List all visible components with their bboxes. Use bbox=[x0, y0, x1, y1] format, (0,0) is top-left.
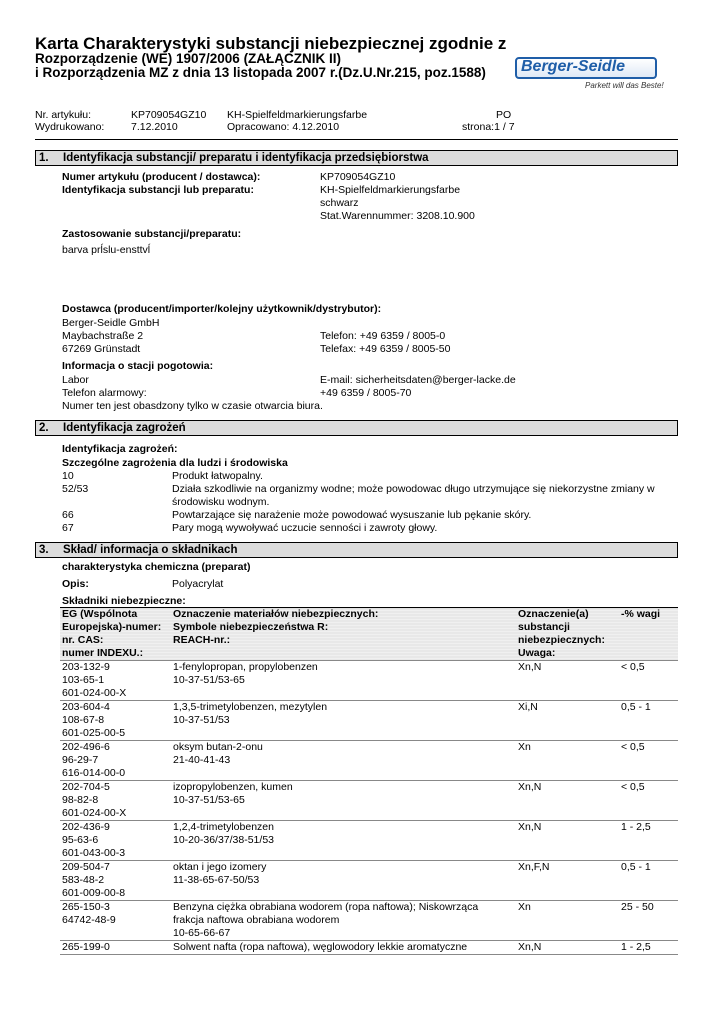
article-value: KP709054GZ10 bbox=[131, 109, 207, 121]
cell-percent-line: 25 - 50 bbox=[621, 901, 654, 913]
cell-symbols-line: Xn,N bbox=[518, 821, 542, 833]
cell-ids-line: 583-48-2 bbox=[62, 874, 105, 886]
emergency-label: Informacja o stacji pogotowia: bbox=[62, 360, 214, 372]
cell-percent bbox=[619, 861, 678, 901]
header-name-line: REACH-nr.: bbox=[173, 634, 231, 646]
article-number-label: Numer artykułu (producent / dostawca): bbox=[62, 171, 261, 183]
cell-percent bbox=[619, 661, 678, 701]
table-row bbox=[60, 661, 678, 701]
cell-name bbox=[171, 661, 516, 701]
chemical-characteristic-label: charakterystyka chemiczna (preparat) bbox=[62, 561, 251, 573]
cell-symbols-line: Xn bbox=[518, 901, 531, 913]
cell-name-line: izopropylobenzen, kumen bbox=[173, 781, 293, 793]
cell-symbols bbox=[516, 941, 619, 955]
regulation-line-1: Rozporządzenie (WE) 1907/2006 (ZAŁĄCZNIK II) bbox=[35, 51, 342, 66]
header-percent bbox=[619, 608, 678, 661]
cell-name-line: frakcja naftowa obrabiana wodorem bbox=[173, 914, 340, 926]
cell-ids-line: 96-29-7 bbox=[62, 754, 99, 766]
supplier-email: E-mail: sicherheitsdaten@berger-lacke.de bbox=[320, 374, 516, 386]
table-row bbox=[60, 901, 678, 941]
section-3-header bbox=[35, 542, 678, 558]
cell-name-line: 1,2,4-trimetylobenzen bbox=[173, 821, 274, 833]
cell-symbols-line: Xn,N bbox=[518, 941, 542, 953]
cell-percent bbox=[619, 741, 678, 781]
cell-name-line: 10-37-51/53-65 bbox=[173, 794, 245, 806]
cell-percent-line: < 0,5 bbox=[621, 741, 645, 753]
components-table bbox=[60, 607, 678, 955]
logo-tagline: Parkett will das Beste! bbox=[585, 81, 664, 90]
page-number: strona:1 / 7 bbox=[462, 121, 515, 133]
cell-ids bbox=[60, 701, 171, 741]
cell-percent bbox=[619, 821, 678, 861]
cell-percent-line: 1 - 2,5 bbox=[621, 821, 651, 833]
cell-symbols bbox=[516, 901, 619, 941]
header-symbols-line: Uwaga: bbox=[518, 647, 556, 659]
cell-symbols bbox=[516, 861, 619, 901]
alarm-phone-label: Telefon alarmowy: bbox=[62, 387, 147, 399]
cell-symbols-line: Xi,N bbox=[518, 701, 538, 713]
cell-ids-line: 203-132-9 bbox=[62, 661, 110, 673]
risk-text: Powtarzające się narażenie może powodować wysuszanie lub pękanie skóry. bbox=[172, 509, 532, 521]
cell-symbols-line: Xn bbox=[518, 741, 531, 753]
cell-ids-line: 265-199-0 bbox=[62, 941, 110, 953]
cell-percent-line: 1 - 2,5 bbox=[621, 941, 651, 953]
cell-symbols-line: Xn,N bbox=[518, 661, 542, 673]
header-name bbox=[171, 608, 516, 661]
supplier-company: Berger-Seidle GmbH bbox=[62, 317, 160, 329]
supplier-street: Maybachstraße 2 bbox=[62, 330, 144, 342]
cell-symbols bbox=[516, 821, 619, 861]
section-2-title: Identyfikacja zagrożeń bbox=[63, 422, 186, 434]
cell-symbols bbox=[516, 701, 619, 741]
cell-percent-line: < 0,5 bbox=[621, 661, 645, 673]
cell-ids-line: 202-496-6 bbox=[62, 741, 110, 753]
cell-ids-line: 203-604-4 bbox=[62, 701, 110, 713]
cell-ids-line: 601-024-00-X bbox=[62, 807, 127, 819]
risk-code: 67 bbox=[62, 522, 74, 534]
cell-name bbox=[171, 821, 516, 861]
company-logo bbox=[515, 57, 675, 97]
cell-name-line: 10-37-51/53 bbox=[173, 714, 230, 726]
header-symbols-line: Oznaczenie(a) bbox=[518, 608, 589, 620]
language-code: PO bbox=[496, 109, 512, 121]
supplier-label: Dostawca (producent/importer/kolejny użytkownik/dystrybutor): bbox=[62, 303, 382, 315]
document-title: Karta Charakterystyki substancji niebezpiecznej zgodnie z bbox=[35, 34, 507, 53]
risk-text: Działa szkodliwie na organizmy wodne; może powodowac długo utrzymujące się niekorzystne zmiany w bbox=[172, 483, 655, 495]
identification-value: KH-Spielfeldmarkierungsfarbe bbox=[320, 184, 461, 196]
header-divider bbox=[35, 139, 678, 140]
cell-ids-line: 64742-48-9 bbox=[62, 914, 116, 926]
table-row bbox=[60, 701, 678, 741]
cell-ids-line: 95-63-6 bbox=[62, 834, 99, 846]
cell-name bbox=[171, 741, 516, 781]
header-symbols bbox=[516, 608, 619, 661]
cell-name-line: oktan i jego izomery bbox=[173, 861, 267, 873]
section-3-title: Skład/ informacja o składnikach bbox=[63, 544, 238, 556]
description-value: Polyacrylat bbox=[172, 578, 224, 590]
section-1-header bbox=[35, 150, 678, 166]
cell-percent bbox=[619, 701, 678, 741]
usage-label: Zastosowanie substancji/preparatu: bbox=[62, 228, 242, 240]
header-ids bbox=[60, 608, 171, 661]
cell-ids-line: 202-704-5 bbox=[62, 781, 110, 793]
cell-name-line: 21-40-41-43 bbox=[173, 754, 231, 766]
article-label: Nr. artykułu: bbox=[35, 109, 92, 121]
cell-percent bbox=[619, 901, 678, 941]
hazardous-components-label: Składniki niebezpieczne: bbox=[62, 595, 186, 607]
table-row bbox=[60, 861, 678, 901]
cell-name bbox=[171, 861, 516, 901]
table-row bbox=[60, 781, 678, 821]
header-symbols-line: substancji bbox=[518, 621, 570, 633]
header-ids-line: Europejska)-numer: bbox=[62, 621, 162, 633]
section-1-number: 1. bbox=[39, 152, 49, 164]
alarm-phone-value: +49 6359 / 8005-70 bbox=[320, 387, 412, 399]
cell-name-line: Benzyna ciężka obrabiana wodorem (ropa naftowa); Niskowrząca bbox=[173, 901, 479, 913]
identification-color: schwarz bbox=[320, 197, 359, 209]
cell-name bbox=[171, 901, 516, 941]
cell-ids bbox=[60, 861, 171, 901]
lab-label: Labor bbox=[62, 374, 89, 386]
header-ids-line: nr. CAS: bbox=[62, 634, 104, 646]
cell-name bbox=[171, 781, 516, 821]
cell-name-line: oksym butan-2-onu bbox=[173, 741, 263, 753]
description-label: Opis: bbox=[62, 578, 89, 590]
cell-name-line: 1,3,5-trimetylobenzen, mezytylen bbox=[173, 701, 328, 713]
risk-text: Pary mogą wywoływać uczucie senności i zawroty głowy. bbox=[172, 522, 438, 534]
cell-ids bbox=[60, 781, 171, 821]
table-header-row bbox=[60, 608, 678, 661]
cell-ids-line: 103-65-1 bbox=[62, 674, 105, 686]
cell-percent-line: 0,5 - 1 bbox=[621, 861, 651, 873]
usage-value: barva prĺslu-ensttvĺ bbox=[62, 244, 151, 256]
logo-text: Berger-Seidle bbox=[521, 58, 626, 75]
cell-symbols bbox=[516, 661, 619, 701]
section-1-title: Identyfikacja substancji/ preparatu i identyfikacja przedsiębiorstwa bbox=[63, 152, 429, 164]
header-name-line: Oznaczenie materiałów niebezpiecznych: bbox=[173, 608, 379, 620]
section-2-header bbox=[35, 420, 678, 436]
section-2-number: 2. bbox=[39, 422, 49, 434]
risk-code: 52/53 bbox=[62, 483, 89, 495]
product-name: KH-Spielfeldmarkierungsfarbe bbox=[227, 109, 368, 121]
supplier-city: 67269 Grünstadt bbox=[62, 343, 141, 355]
cell-ids bbox=[60, 661, 171, 701]
cell-ids-line: 601-024-00-X bbox=[62, 687, 127, 699]
header-ids-line: numer INDEXU.: bbox=[62, 647, 144, 659]
risk-code: 66 bbox=[62, 509, 74, 521]
cell-name-line: 10-37-51/53-65 bbox=[173, 674, 245, 686]
cell-name-line: 1-fenylopropan, propylobenzen bbox=[173, 661, 318, 673]
cell-name-line: 10-20-36/37/38-51/53 bbox=[173, 834, 274, 846]
printed-label: Wydrukowano: bbox=[35, 121, 105, 133]
cell-symbols-line: Xn,N bbox=[518, 781, 542, 793]
cell-ids bbox=[60, 741, 171, 781]
office-hours-note: Numer ten jest obasdzony tylko w czasie otwarcia biura. bbox=[62, 400, 323, 412]
section-3-number: 3. bbox=[39, 544, 49, 556]
cell-name bbox=[171, 941, 516, 955]
cell-ids-line: 616-014-00-0 bbox=[62, 767, 126, 779]
risk-text-continued: środowisku wodnym. bbox=[172, 496, 270, 508]
regulation-line-2: i Rozporządzenia MZ z dnia 13 listopada 2007 r.(Dz.U.Nr.215, poz.1588) bbox=[35, 65, 486, 80]
hazard-identification-label: Identyfikacja zagrożeń: bbox=[62, 443, 178, 455]
special-hazards-label: Szczególne zagrożenia dla ludzi i środowiska bbox=[62, 457, 288, 469]
cell-ids-line: 265-150-3 bbox=[62, 901, 110, 913]
stat-number: Stat.Warennummer: 3208.10.900 bbox=[320, 210, 475, 222]
prepared-date: Opracowano: 4.12.2010 bbox=[227, 121, 340, 133]
cell-name-line: Solwent nafta (ropa naftowa), węglowodory lekkie aromatyczne bbox=[173, 941, 468, 953]
header-name-line: Symbole niebezpieczeństwa R: bbox=[173, 621, 329, 633]
cell-symbols-line: Xn,F,N bbox=[518, 861, 550, 873]
cell-percent-line: 0,5 - 1 bbox=[621, 701, 651, 713]
cell-name-line: 10-65-66-67 bbox=[173, 927, 231, 939]
article-number-value: KP709054GZ10 bbox=[320, 171, 396, 183]
cell-ids-line: 209-504-7 bbox=[62, 861, 110, 873]
risk-text: Produkt łatwopalny. bbox=[172, 470, 263, 482]
cell-symbols bbox=[516, 781, 619, 821]
header-symbols-line: niebezpiecznych: bbox=[518, 634, 605, 646]
cell-ids-line: 601-009-00-8 bbox=[62, 887, 126, 899]
cell-percent bbox=[619, 781, 678, 821]
printed-value: 7.12.2010 bbox=[131, 121, 178, 133]
cell-ids-line: 601-043-00-3 bbox=[62, 847, 126, 859]
header-ids-line: EG (Wspólnota bbox=[62, 608, 138, 620]
cell-symbols bbox=[516, 741, 619, 781]
table-row bbox=[60, 741, 678, 781]
cell-ids-line: 202-436-9 bbox=[62, 821, 110, 833]
cell-ids bbox=[60, 941, 171, 955]
cell-name bbox=[171, 701, 516, 741]
supplier-fax: Telefax: +49 6359 / 8005-50 bbox=[320, 343, 451, 355]
cell-ids-line: 601-025-00-5 bbox=[62, 727, 126, 739]
risk-code: 10 bbox=[62, 470, 74, 482]
cell-ids-line: 108-67-8 bbox=[62, 714, 105, 726]
cell-ids-line: 98-82-8 bbox=[62, 794, 99, 806]
cell-ids bbox=[60, 901, 171, 941]
table-row bbox=[60, 821, 678, 861]
cell-name-line: 11-38-65-67-50/53 bbox=[173, 874, 260, 886]
table-row bbox=[60, 941, 678, 955]
cell-ids bbox=[60, 821, 171, 861]
supplier-phone: Telefon: +49 6359 / 8005-0 bbox=[320, 330, 446, 342]
cell-percent-line: < 0,5 bbox=[621, 781, 645, 793]
identification-label: Identyfikacja substancji lub preparatu: bbox=[62, 184, 254, 196]
header-percent-line: -% wagi bbox=[621, 608, 661, 620]
cell-percent bbox=[619, 941, 678, 955]
